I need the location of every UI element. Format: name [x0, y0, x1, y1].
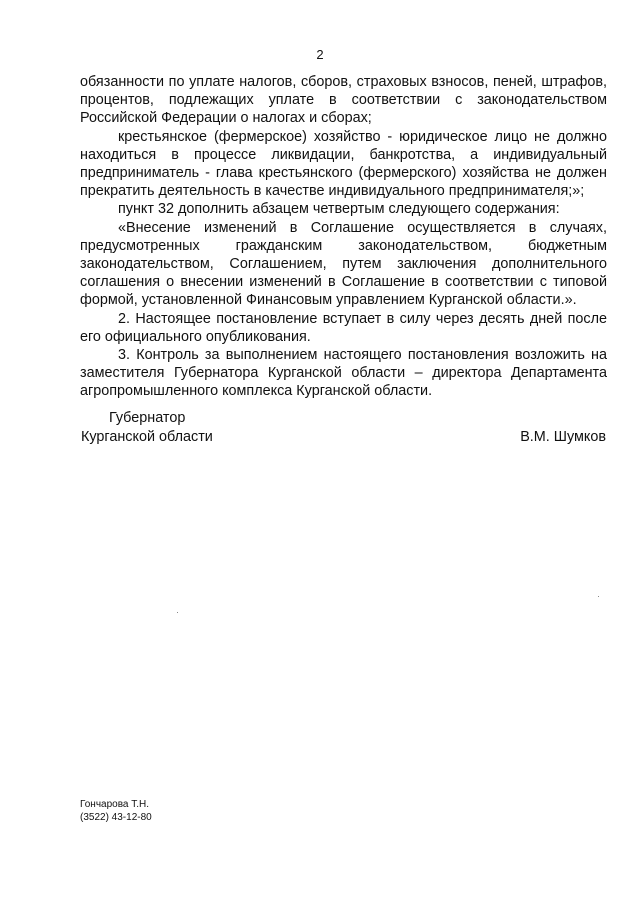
executor-name: Гончарова Т.Н.: [80, 799, 150, 810]
signatory-title-line1: Губернатор: [109, 410, 186, 426]
signature-block: [0, 409, 640, 449]
signatory-title-line2: Курганской области: [81, 429, 213, 445]
executor-phone: (3522) 43-12-80: [80, 811, 152, 823]
paragraph-amendment-intro: пункт 32 дополнить абзацем четвертым следующего содержания:: [118, 201, 560, 218]
paragraph-quoted-amendment: «Внесение изменений в Соглашение осуществляется в случаях, предусмотренных гражданским законодательством, бюджетным законодательством, Соглашением, путем заключения дополнительного соглашения о внесении изменений в Соглашение в соответствии с типовой формой, установленной Финансовым управлением Курганской области.».: [80, 219, 607, 309]
document-body: [80, 73, 607, 401]
scan-speck: [598, 596, 599, 597]
signatory-name: В.М. Шумков: [520, 429, 606, 445]
paragraph-continuation: обязанности по уплате налогов, сборов, страховых взносов, пеней, штрафов, процентов, подлежащих уплате в соответствии с законодательством Российской Федерации о налогах и сборах;: [80, 74, 607, 127]
page-number: 2: [316, 47, 324, 62]
executor-block: [80, 799, 152, 824]
paragraph-effective-date: 2. Настоящее постановление вступает в силу через десять дней после его официального опубликования.: [80, 310, 607, 345]
scan-speck: [177, 612, 178, 613]
paragraph-control: 3. Контроль за выполнением настоящего постановления возложить на заместителя Губернатора Курганской области – директора Департамента агропромышленного комплекса Курганской области.: [80, 347, 607, 400]
paragraph-farm-requirement: крестьянское (фермерское) хозяйство - юридическое лицо не должно находиться в процессе ликвидации, банкротства, а индивидуальный предприниматель - глава крестьянского (фермерского) хозяйства не должен прекратить деятельность в качестве индивидуального предпринимателя;»;: [80, 128, 607, 200]
